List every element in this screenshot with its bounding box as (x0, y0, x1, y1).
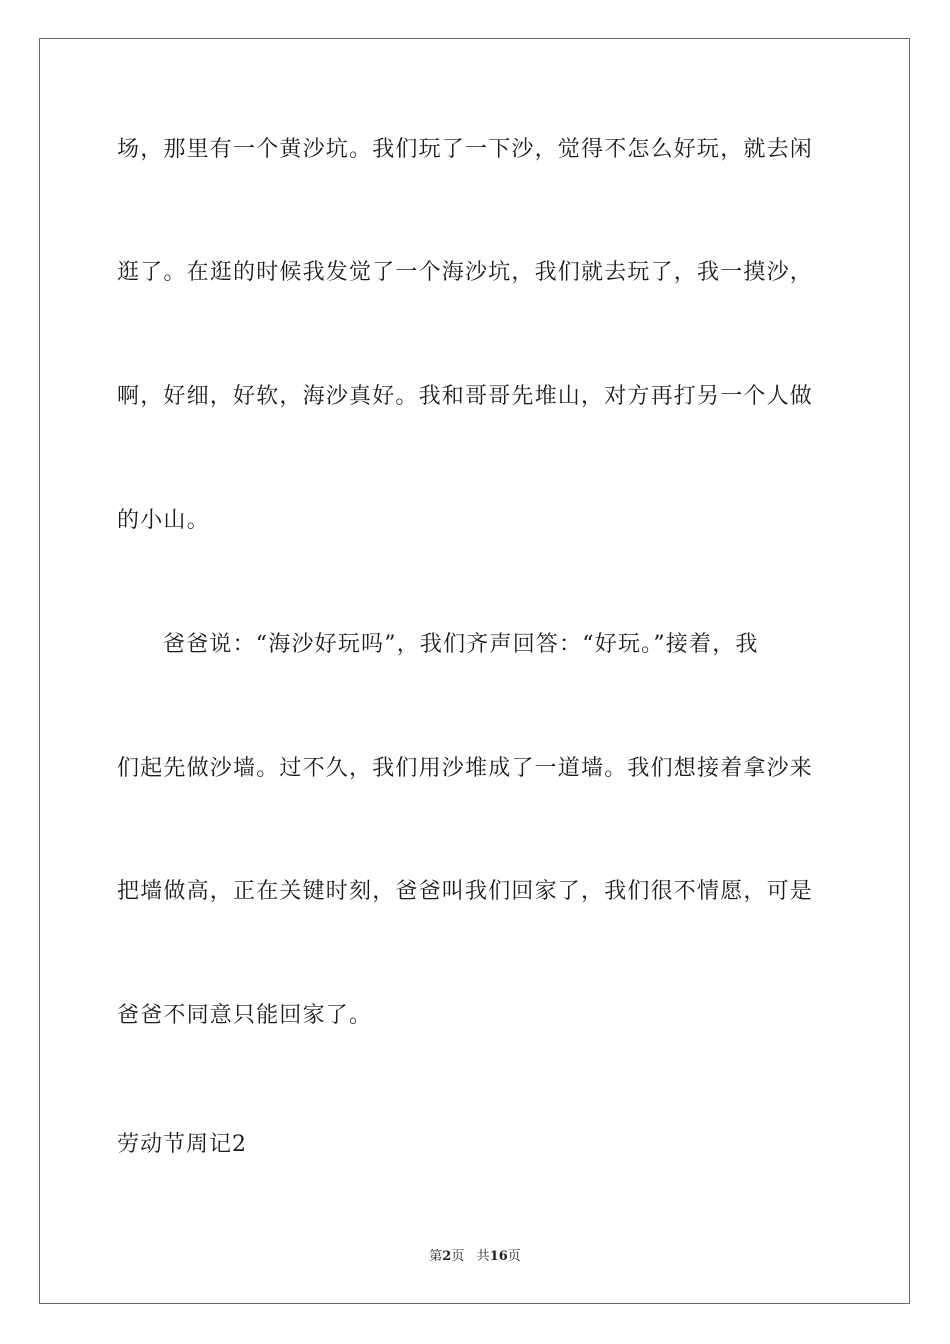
text-line: 爸爸说：“海沙好玩吗”，我们齐声回答：“好玩。”接着，我 (163, 632, 759, 657)
text-line: 的小山。 (117, 508, 210, 533)
current-page-number: 2 (442, 1249, 452, 1264)
page-footer (0, 1248, 950, 1266)
text-line: 场，那里有一个黄沙坑。我们玩了一下沙，觉得不怎么好玩，就去闲 (117, 137, 814, 162)
text-line: 啊，好细，好软，海沙真好。我和哥哥先堆山，对方再打另一个人做 (117, 384, 814, 409)
section-heading: 劳动节周记2 (117, 1132, 247, 1157)
total-page-count: 16 (489, 1249, 508, 1264)
text-line: 爸爸不同意只能回家了。 (117, 1003, 373, 1028)
page-label-suffix: 页 (451, 1249, 465, 1264)
text-line: 把墙做高，正在关键时刻，爸爸叫我们回家了，我们很不情愿，可是 (117, 879, 814, 904)
total-label-prefix: 共 (476, 1249, 490, 1264)
total-label-suffix: 页 (507, 1249, 521, 1264)
text-line: 逛了。在逛的时候我发觉了一个海沙坑，我们就去玩了，我一摸沙， (117, 260, 814, 285)
text-line: 们起先做沙墙。过不久，我们用沙堆成了一道墙。我们想接着拿沙来 (117, 756, 814, 781)
page-label-prefix: 第 (429, 1249, 443, 1264)
page-border (39, 38, 910, 1304)
